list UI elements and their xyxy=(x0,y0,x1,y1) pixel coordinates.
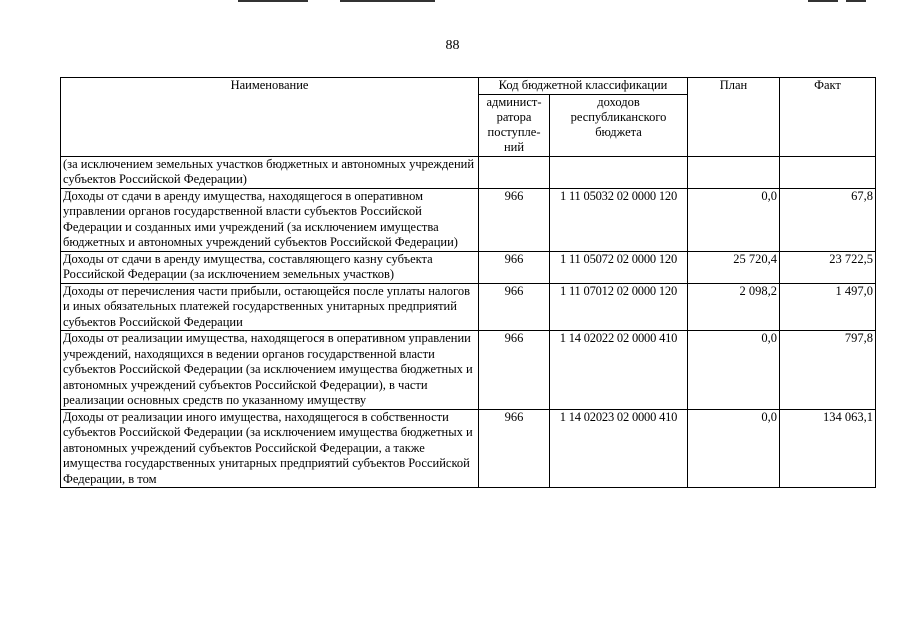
header-fact: Факт xyxy=(780,78,876,157)
header-classification-code: Код бюджетной классификации xyxy=(479,78,688,95)
table-row xyxy=(61,409,876,488)
row-plan xyxy=(688,156,780,188)
budget-revenue-table xyxy=(60,77,876,488)
page-number: 88 xyxy=(445,38,460,53)
row-plan: 2 098,2 xyxy=(688,283,780,331)
row-plan: 25 720,4 xyxy=(688,251,780,283)
scan-artifact-top xyxy=(238,0,308,2)
row-plan: 0,0 xyxy=(688,188,780,251)
row-fact: 1 497,0 xyxy=(780,283,876,331)
header-republican-budget-revenue: доходов республиканского бюджета xyxy=(550,94,688,156)
table-body xyxy=(61,156,876,488)
row-fact: 67,8 xyxy=(780,188,876,251)
row-name: (за исключением земельных участков бюджетных и автономных учреждений субъектов Российской Федерации) xyxy=(61,156,479,188)
row-name: Доходы от реализации имущества, находящегося в оперативном управлении учреждений, находящихся в ведении органов государственной власти субъектов Российской Федерации (за исключением имущества бюджетных и автономных учреждений субъектов Российской Федерации), в части реализации основных средств по указанному имуществу xyxy=(61,331,479,410)
table-row xyxy=(61,331,876,410)
row-fact: 23 722,5 xyxy=(780,251,876,283)
scan-artifact-top xyxy=(340,0,435,2)
row-admin-code: 966 xyxy=(479,251,550,283)
row-admin-code: 966 xyxy=(479,331,550,410)
row-fact: 797,8 xyxy=(780,331,876,410)
row-budget-code xyxy=(550,156,688,188)
scan-artifact-top xyxy=(808,0,838,2)
header-row xyxy=(61,78,876,95)
row-admin-code: 966 xyxy=(479,188,550,251)
row-admin-code: 966 xyxy=(479,409,550,488)
row-budget-code: 1 11 07012 02 0000 120 xyxy=(550,283,688,331)
table-row xyxy=(61,156,876,188)
row-budget-code: 1 11 05072 02 0000 120 xyxy=(550,251,688,283)
header-administrator: админист-ратора поступле-ний xyxy=(479,94,550,156)
row-name: Доходы от сдачи в аренду имущества, составляющего казну субъекта Российской Федерации (за исключением земельных участков) xyxy=(61,251,479,283)
row-plan: 0,0 xyxy=(688,409,780,488)
row-admin-code: 966 xyxy=(479,283,550,331)
header-name: Наименование xyxy=(61,78,479,157)
row-fact xyxy=(780,156,876,188)
table-row xyxy=(61,251,876,283)
scan-artifact-top xyxy=(846,0,866,2)
row-name: Доходы от перечисления части прибыли, остающейся после уплаты налогов и иных обязательных платежей государственных унитарных предприятий субъектов Российской Федерации xyxy=(61,283,479,331)
row-name: Доходы от сдачи в аренду имущества, находящегося в оперативном управлении органов государственной власти субъектов Российской Федерации и созданных ими учреждений (за исключением имущества бюджетных и автономных учреждений субъектов Российской Федерации) xyxy=(61,188,479,251)
row-budget-code: 1 14 02022 02 0000 410 xyxy=(550,331,688,410)
row-name: Доходы от реализации иного имущества, находящегося в собственности субъектов Российской Федерации (за исключением имущества бюджетных и автономных учреждений субъектов Российской Федерации, а также имущества государственных унитарных предприятий субъектов Российской Федерации, в том xyxy=(61,409,479,488)
row-budget-code: 1 11 05032 02 0000 120 xyxy=(550,188,688,251)
row-admin-code xyxy=(479,156,550,188)
table-row xyxy=(61,188,876,251)
header-plan: План xyxy=(688,78,780,157)
table-header xyxy=(61,78,876,157)
row-budget-code: 1 14 02023 02 0000 410 xyxy=(550,409,688,488)
row-fact: 134 063,1 xyxy=(780,409,876,488)
table-row xyxy=(61,283,876,331)
row-plan: 0,0 xyxy=(688,331,780,410)
